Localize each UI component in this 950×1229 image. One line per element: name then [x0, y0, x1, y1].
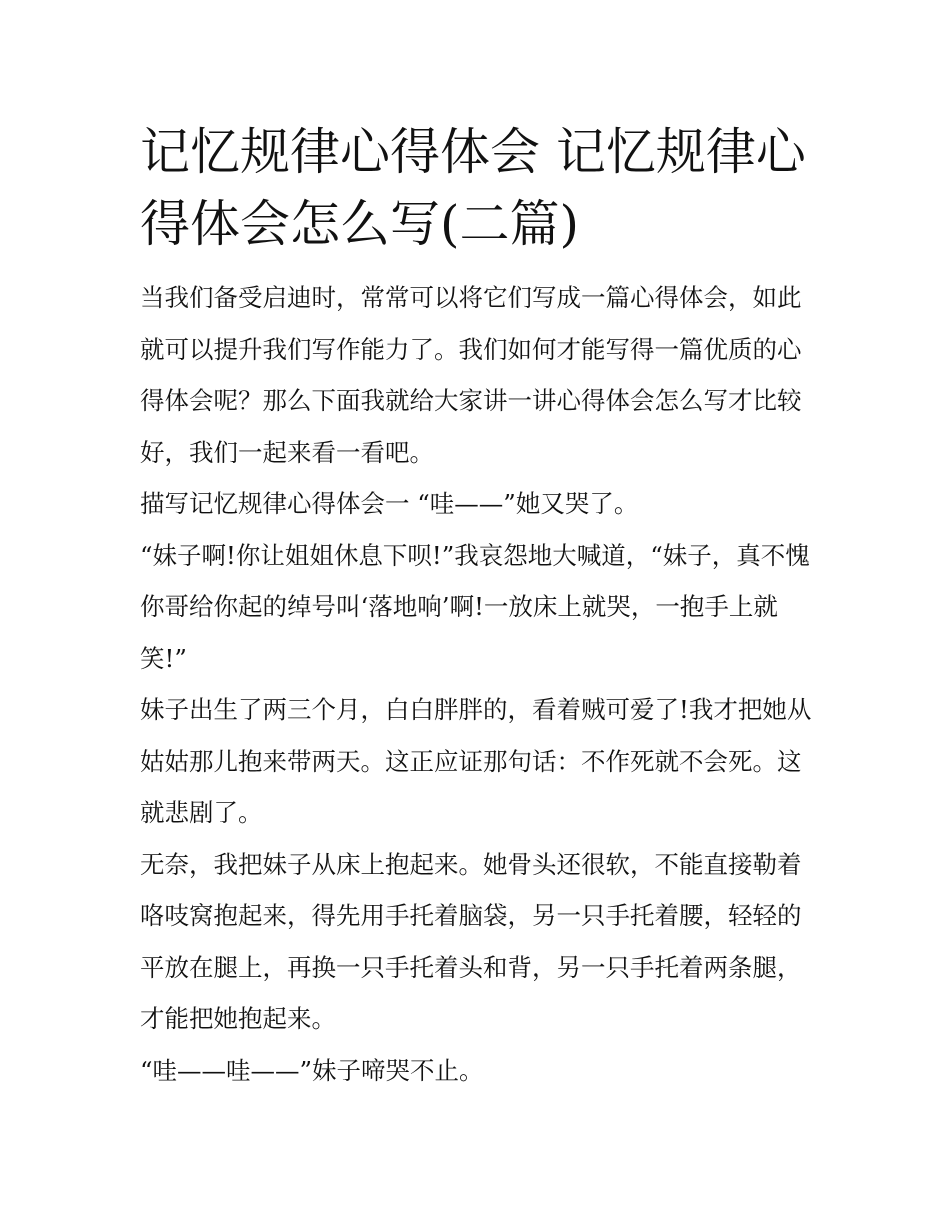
paragraph-holding-baby: 无奈，我把妹子从床上抱起来。她骨头还很软，不能直接勒着咯吱窝抱起来，得先用手托着脑袋，另一只手托着腰，轻轻的平放在腿上，再换一只手托着头和背，另一只手托着两条腿，才能把她抱起来。 [140, 849, 802, 1033]
document-body [140, 116, 820, 1096]
paragraph-section-heading: 描写记忆规律心得体会一 “哇——”她又哭了。 [140, 489, 639, 518]
paragraph-background: 妹子出生了两三个月，白白胖胖的，看着贼可爱了!我才把她从姑姑那儿抱来带两天。这正应证那句话：不作死就不会死。这就悲剧了。 [140, 695, 812, 827]
paragraph-dialogue: “妹子啊!你让姐姐休息下呗!”我哀怨地大喊道，“妹子，真不愧你哥给你起的绰号叫‘落地响’啊!一放床上就哭，一抱手上就笑!” [140, 540, 810, 673]
paragraph-crying: “哇——哇——”妹子啼哭不止。 [140, 1055, 484, 1085]
paragraph-intro: 当我们备受启迪时，常常可以将它们写成一篇心得体会，如此就可以提升我们写作能力了。我们如何才能写得一篇优质的心得体会呢？那么下面我就给大家讲一讲心得体会怎么写才比较好，我们一起来看一看吧。 [140, 283, 802, 467]
document-title: 记忆规律心得体会 记忆规律心得体会怎么写(二篇) [140, 123, 806, 253]
